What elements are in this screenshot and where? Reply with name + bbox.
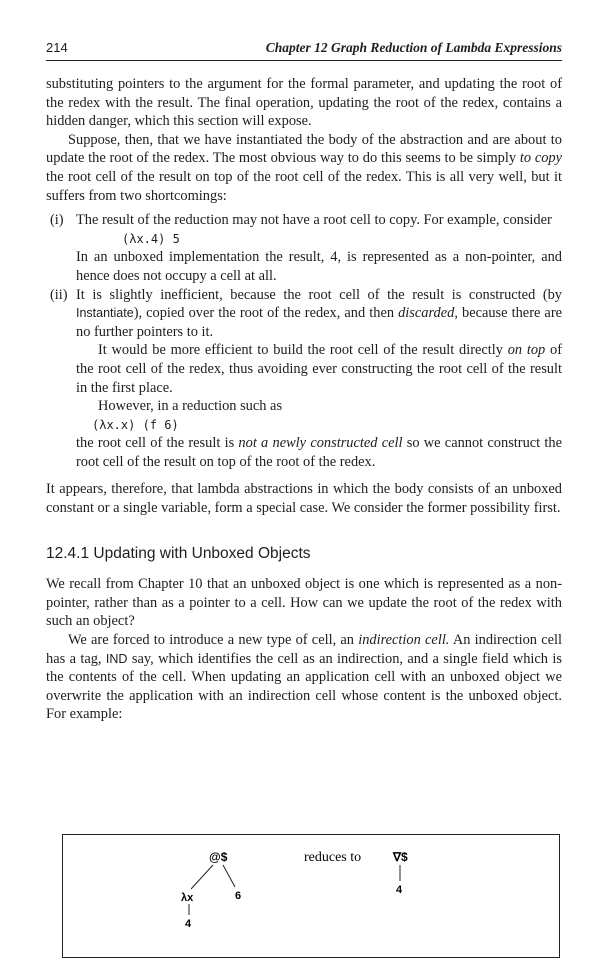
paragraph-2 [46,131,562,205]
text-run: say, which identifies the cell as an indirection, and a single field which is the contents of the cell. When updating an application cell with an unboxed object we overwrite the application with an indirection cell whose content is the unboxed object. For example: [46,650,562,723]
indirection-node: ∇$ [393,850,408,864]
text-run: ), copied over the root of the redex, and then [133,305,399,322]
emphasis: on top [507,342,546,359]
main-text [46,75,562,724]
item-text: In an unboxed implementation the result, 4, is represented as a non-pointer, and hence does not occupy a cell at all. [76,249,562,284]
graph-diagram [63,835,559,957]
edge-left [191,865,213,889]
argument-node: 6 [235,890,242,902]
running-title: Chapter 12 Graph Reduction of Lambda Expressions [265,40,562,55]
emphasis: indirection cell. [358,632,450,649]
item-text [76,286,562,342]
paragraph-1: substituting pointers to the argument for the formal parameter, and updating the root of the redex with the result. The final operation, updating the root of the redex, contains a hidden danger, which this section will expose. [46,76,562,130]
paragraph-3: It appears, therefore, that lambda abstractions in which the body consists of an unboxed constant or a single variable, form a special case. We consider the former possibility first. [46,481,562,517]
edge-right [223,865,235,887]
text-run: It would be more efficient to build the root cell of the result directly [98,342,508,359]
emphasis: to copy [519,150,562,167]
list-marker: (ii) [50,286,68,303]
text-run: of the root cell of the redex, thus avoiding ever constructing the root cell of the result in the first place. [76,342,562,396]
emphasis: not a newly constructed cell [238,435,403,452]
lambda-node: λx [181,892,194,904]
text-run: An indirection cell has a tag, [46,632,562,667]
page-number: 214 [46,40,68,55]
reduces-to-label: reduces to [304,850,362,865]
list-item-2 [46,286,562,472]
section-paragraph-2 [46,631,562,724]
section-heading: 12.4.1 Updating with Unboxed Objects [46,544,311,562]
page-header [46,38,562,61]
list-item-1 [46,211,562,285]
text-run: We are forced to introduce a new type of cell, an [68,632,359,649]
application-node: @$ [209,850,228,864]
body-node: 4 [185,918,192,930]
reduction-figure [62,834,560,958]
indirection-value: 4 [396,884,403,896]
code-example: (λx.4) 5 [122,231,180,246]
text-run: , because there are no further pointers to it. [76,305,563,340]
item-text: The result of the reduction may not have a root cell to copy. For example, consider [76,212,552,229]
item-text: However, in a reduction such as [98,398,283,415]
list-marker: (i) [50,212,64,229]
function-name: Instantiate [76,306,134,321]
text-run: It is slightly inefficient, because the root cell of the result is constructed (by [76,286,562,303]
text-run: so we cannot construct the root cell of the result on top of the root of the redex. [76,435,562,470]
tag-name: IND [105,651,128,666]
emphasis: discarded [398,305,455,322]
section-paragraph-1: We recall from Chapter 10 that an unboxed object is one which is represented as a non-pointer, rather than as a pointer to a cell. How can we update the root of the redex with such an object? [46,576,562,630]
text-run: the root cell of the result is [76,435,239,452]
text-run: Suppose, then, that we have instantiated the body of the abstraction and are about to update the root of the redex. The most obvious way to do this seems to be simply [46,131,562,167]
item-text [76,434,562,471]
item-text [76,341,562,397]
code-example: (λx.x) (f 6) [92,417,179,432]
text-run: the root cell of the result on top of the root cell of the redex. This is all very well, but it suffers from two shortcomings: [46,168,562,204]
